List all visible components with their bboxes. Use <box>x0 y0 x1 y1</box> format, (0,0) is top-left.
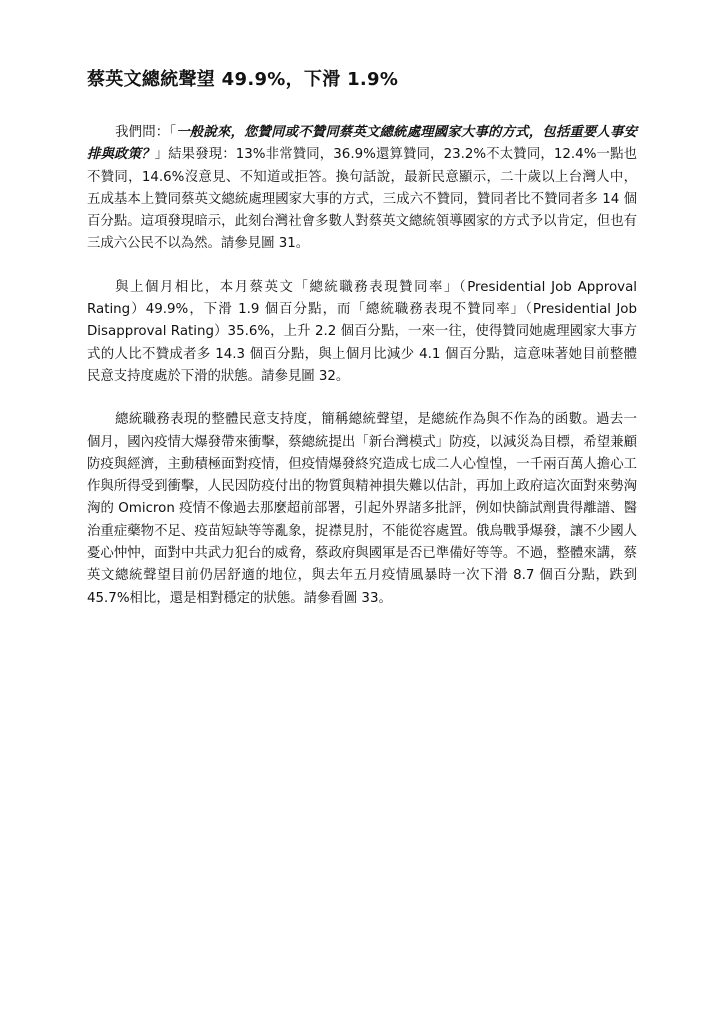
paragraph-lead-text: 我們問：「 <box>115 125 177 140</box>
paragraph-results-text: 」結果發現：13%非常贊同，36.9%還算贊同，23.2%不太贊同，12.4%一點也不贊同，14.6%沒意見、不知道或拒答。換句話說，最新民意顯示，二十歲以上台灣人中，五成基本上贊同蔡英文總統處理國家大事的方式，三成六不贊同，贊同者比不贊同者多 14 個百分點。這項發現暗示，此刻台灣社會多數人對蔡英文總統領導國家的方式予以肯定，但也有三成六公民不以為然。請參見圖 31。 <box>87 147 637 252</box>
paragraph-survey-results <box>87 122 637 256</box>
paragraph-analysis: 總統職務表現的整體民意支持度，簡稱總統聲望，是總統作為與不作為的函數。過去一個月，國內疫情大爆發帶來衝擊，蔡總統提出「新台灣模式」防疫，以減災為目標，希望兼顧防疫與經濟，主動積極面對疫情，但疫情爆發終究造成七成二人心惶惶，一千兩百萬人擔心工作與所得受到衝擊，人民因防疫付出的物質與精神損失難以估計，再加上政府這次面對來勢洶洶的 Omicron 疫情不像過去那麼超前部署，引起外界諸多批評，例如快篩試劑貴得離譜、醫治重症藥物不足、疫苗短缺等等亂象，捉襟見肘，不能從容處置。俄烏戰爭爆發，讓不少國人憂心忡忡，面對中共武力犯台的威脅，蔡政府與國軍是否已準備好等等。不過，整體來講，蔡英文總統聲望目前仍居舒適的地位，與去年五月疫情風暴時一次下滑 8.7 個百分點，跌到 45.7%相比，還是相對穩定的狀態。請參看圖 33。 <box>87 412 637 606</box>
document-page <box>87 66 637 631</box>
survey-question-text: 一般說來，您贊同或不贊同蔡英文總統處理國家大事的方式，包括重要人事安排與政策？ <box>87 125 637 163</box>
paragraph-approval-change: 與上個月相比，本月蔡英文「總統職務表現贊同率」（Presidential Job Approval Rating）49.9%，下滑 1.9 個百分點，而「總統職務表現不贊同率」（Presidential Job Disapproval Rating）35.6%，上升 2.2 個百分點，一來一往，使得贊同她處理國家大事方式的人比不贊成者多 14.3 個百分點，與上個月比減少 4.1 個百分點，這意味著她目前整體民意支持度處於下滑的狀態。請參見圖 32。 <box>87 279 637 384</box>
document-title: 蔡英文總統聲望 49.9%，下滑 1.9% <box>87 69 399 90</box>
